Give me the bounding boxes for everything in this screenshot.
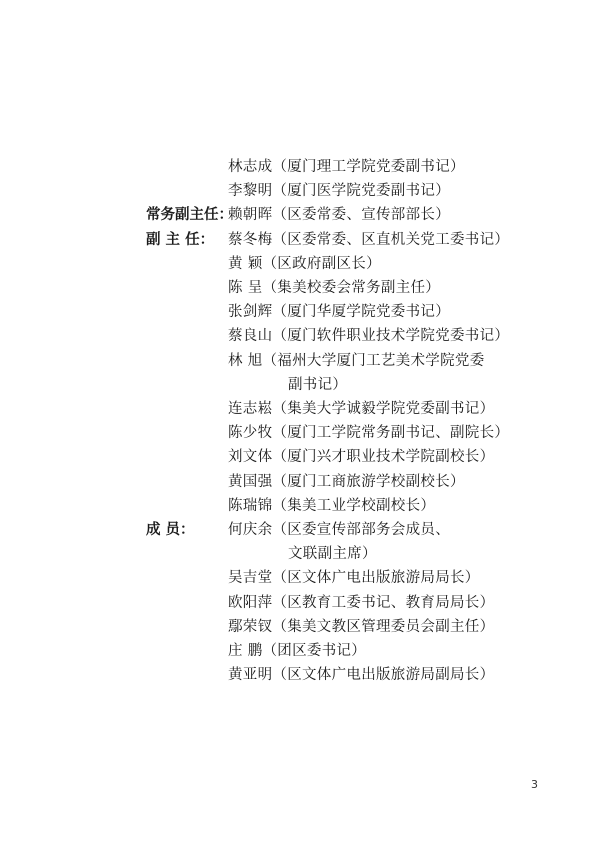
member-line: 蔡良山（厦门软件职业技术学院党委书记）	[228, 328, 510, 344]
member-line: 陈瑞锦（集美工业学校副校长）	[228, 498, 436, 514]
member-line: 副书记）	[288, 377, 348, 393]
member-line: 刘文体（厦门兴才职业技术学院副校长）	[228, 449, 495, 465]
member-line: 连志崧（集美大学诚毅学院党委副书记）	[228, 401, 495, 417]
member-role-label: 成 员：	[146, 521, 195, 538]
member-role-label: 副 主 任：	[146, 231, 215, 248]
member-line: 文联副主席）	[288, 546, 377, 562]
member-line: 陈 呈（集美校委会常务副主任）	[228, 280, 441, 296]
member-line: 陈少牧（厦门工学院常务副书记、副院长）	[228, 425, 510, 441]
member-line: 黄 颖（区政府副区长）	[228, 256, 381, 272]
member-role-label: 常务副主任：	[146, 206, 233, 223]
member-line: 林 旭（福州大学厦门工艺美术学院党委	[228, 353, 485, 369]
member-line: 赖朝晖（区委常委、宣传部部长）	[228, 207, 450, 223]
member-line: 鄢荣钗（集美文教区管理委员会副主任）	[228, 619, 495, 635]
member-line: 蔡冬梅（区委常委、区直机关党工委书记）	[228, 232, 510, 248]
member-line: 何庆余（区委宣传部部务会成员、	[228, 522, 450, 538]
member-line: 黄亚明（区文体广电出版旅游局副局长）	[228, 667, 495, 683]
page-number: 3	[531, 778, 538, 791]
member-line: 庄 鹏（团区委书记）	[228, 643, 367, 659]
member-line: 黄国强（厦门工商旅游学校副校长）	[228, 474, 465, 490]
member-line: 张剑辉（厦门华厦学院党委书记）	[228, 304, 450, 320]
member-line: 林志成（厦门理工学院党委副书记）	[228, 159, 465, 175]
member-line: 欧阳萍（区教育工委书记、教育局局长）	[228, 595, 495, 611]
member-line: 李黎明（厦门医学院党委副书记）	[228, 183, 450, 199]
member-line: 吴吉堂（区文体广电出版旅游局局长）	[228, 570, 480, 586]
